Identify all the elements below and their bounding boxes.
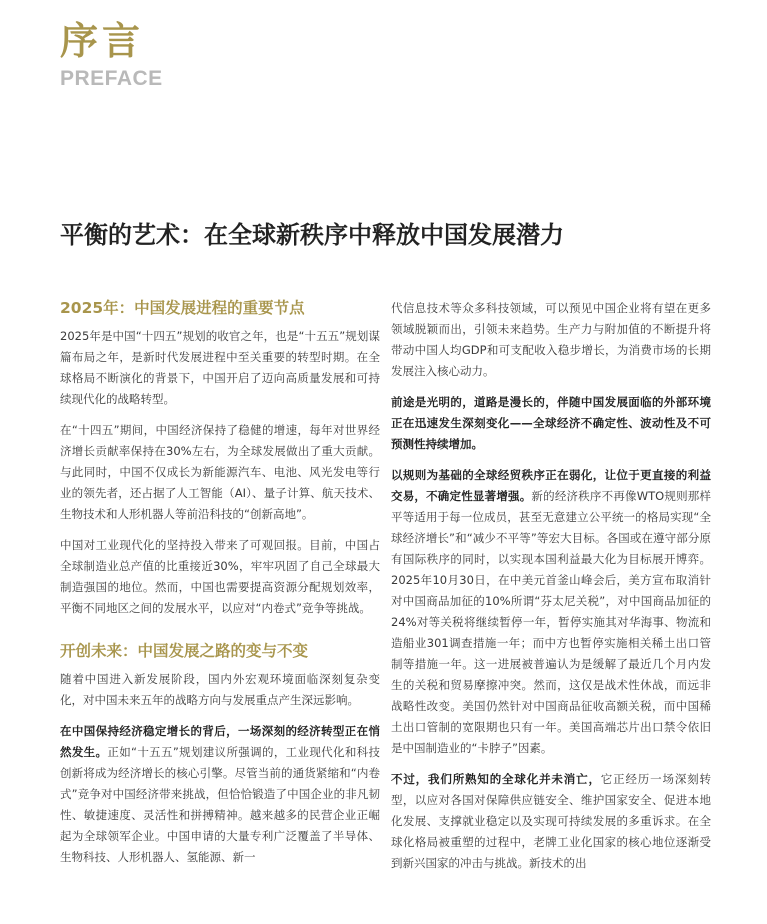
- bold-lead: 以规则为基础的全球经贸秩序正在弱化，让位于更直接的利益交易，不确定性显著增强。: [391, 468, 711, 503]
- paragraph-text: 它正经历一场深刻转型，以应对各国对保障供应链安全、维护国家安全、促进本地化发展、支撑就业稳定以及实现可持续发展的多重诉求。在全球化格局被重塑的过程中，老牌工业化国家的核心地位逐渐受到新兴国家的冲击与挑战。新技术的出: [391, 772, 712, 870]
- paragraph: [60, 721, 380, 868]
- paragraph: 中国对工业现代化的坚持投入带来了可观回报。目前，中国占全球制造业总产值的比重接近30%，牢牢巩固了自己全球最大制造强国的地位。然而，中国也需要提高资源分配规划效率，平衡不同地区之间的发展水平，以应对“内卷式”竞争等挑战。: [60, 538, 380, 615]
- paragraph: 在“十四五”期间，中国经济保持了稳健的增速，每年对世界经济增长贡献率保持在30%左右，为全球发展做出了重大贡献。与此同时，中国不仅成长为新能源汽车、电池、风光发电等行业的领先者，还占据了人工智能（AI）、量子计算、航天技术、生物技术和人形机器人等前沿科技的“创新高地”。: [60, 423, 380, 521]
- right-column: [391, 290, 711, 884]
- paragraph: [391, 392, 711, 455]
- bold-lead: 不过，我们所熟知的全球化并未消亡，: [391, 772, 601, 786]
- paragraph-text: 新的经济秩序不再像WTO规则那样平等适用于每一位成员，甚至无意建立公平统一的格局实现“全球经济增长”和“减少不平等”等宏大目标。各国或在遵守部分原有国际秩序的同时，以实现本国利益最大化为目标展开博弈。2025年10月30日，在中美元首釜山峰会后，美方宣布取消针对中国商品加征的10%所谓“芬太尼关税”，对中国商品加征的24%对等关税将继续暂停一年，暂停实施其对华海事、物流和造船业301调查措施一年；而中方也暂停实施相关稀土出口管制等措施一年。这一进展被普遍认为是缓解了最近几个月内发生的关税和贸易摩擦冲突。然而，这仅是战术性休战，而远非战略性改变。美国仍然针对中国商品征收高额关税，而中国稀土出口管制的宽限期也只有一年。美国高端芯片出口禁令依旧是中国制造业的“卡脖子”因素。: [391, 489, 711, 755]
- main-title: 平衡的艺术：在全球新秩序中释放中国发展潜力: [60, 221, 564, 249]
- section-heading-future: 开创未来：中国发展之路的变与不变: [60, 642, 309, 660]
- paragraph: 2025年是中国“十四五”规划的收官之年，也是“十五五”规划谋篇布局之年，是新时代发展进程中至关重要的转型时期。在全球格局不断演化的背景下，中国开启了迈向高质量发展和可持续现代化的战略转型。: [60, 329, 380, 406]
- bold-lead: 在中国保持经济稳定增长的背后，一场深刻的经济转型正在悄然发生。: [60, 724, 380, 759]
- preface-title-en: PREFACE: [60, 67, 163, 90]
- section-heading-milestone: 2025年：中国发展进程的重要节点: [60, 299, 305, 317]
- paragraph: 随着中国进入新发展阶段，国内外宏观环境面临深刻复杂变化，对中国未来五年的战略方向与发展重点产生深远影响。: [60, 672, 380, 707]
- paragraph: [391, 769, 711, 874]
- paragraph: 代信息技术等众多科技领域，可以预见中国企业将有望在更多领域脱颖而出，引领未来趋势。生产力与附加值的不断提升将带动中国人均GDP和可支配收入稳步增长，为消费市场的长期发展注入核心动力。: [391, 301, 711, 378]
- preface-title-zh: 序言: [60, 19, 145, 63]
- left-column: [60, 290, 380, 878]
- bold-statement: 前途是光明的，道路是漫长的，伴随中国发展面临的外部环境正在迅速发生深刻变化——全球经济不确定性、波动性及不可预测性持续增加。: [391, 395, 711, 451]
- paragraph: [391, 465, 711, 759]
- paragraph-text: 正如“十五五”规划建议所强调的，工业现代化和科技创新将成为经济增长的核心引擎。尽管当前的通货紧缩和“内卷式”竞争对中国经济带来挑战，但恰恰锻造了中国企业的非凡韧性、敏捷速度、灵活性和拼搏精神。越来越多的民营企业正崛起为全球领军企业。中国申请的大量专利广泛覆盖了半导体、生物科技、人形机器人、氢能源、新一: [60, 745, 381, 864]
